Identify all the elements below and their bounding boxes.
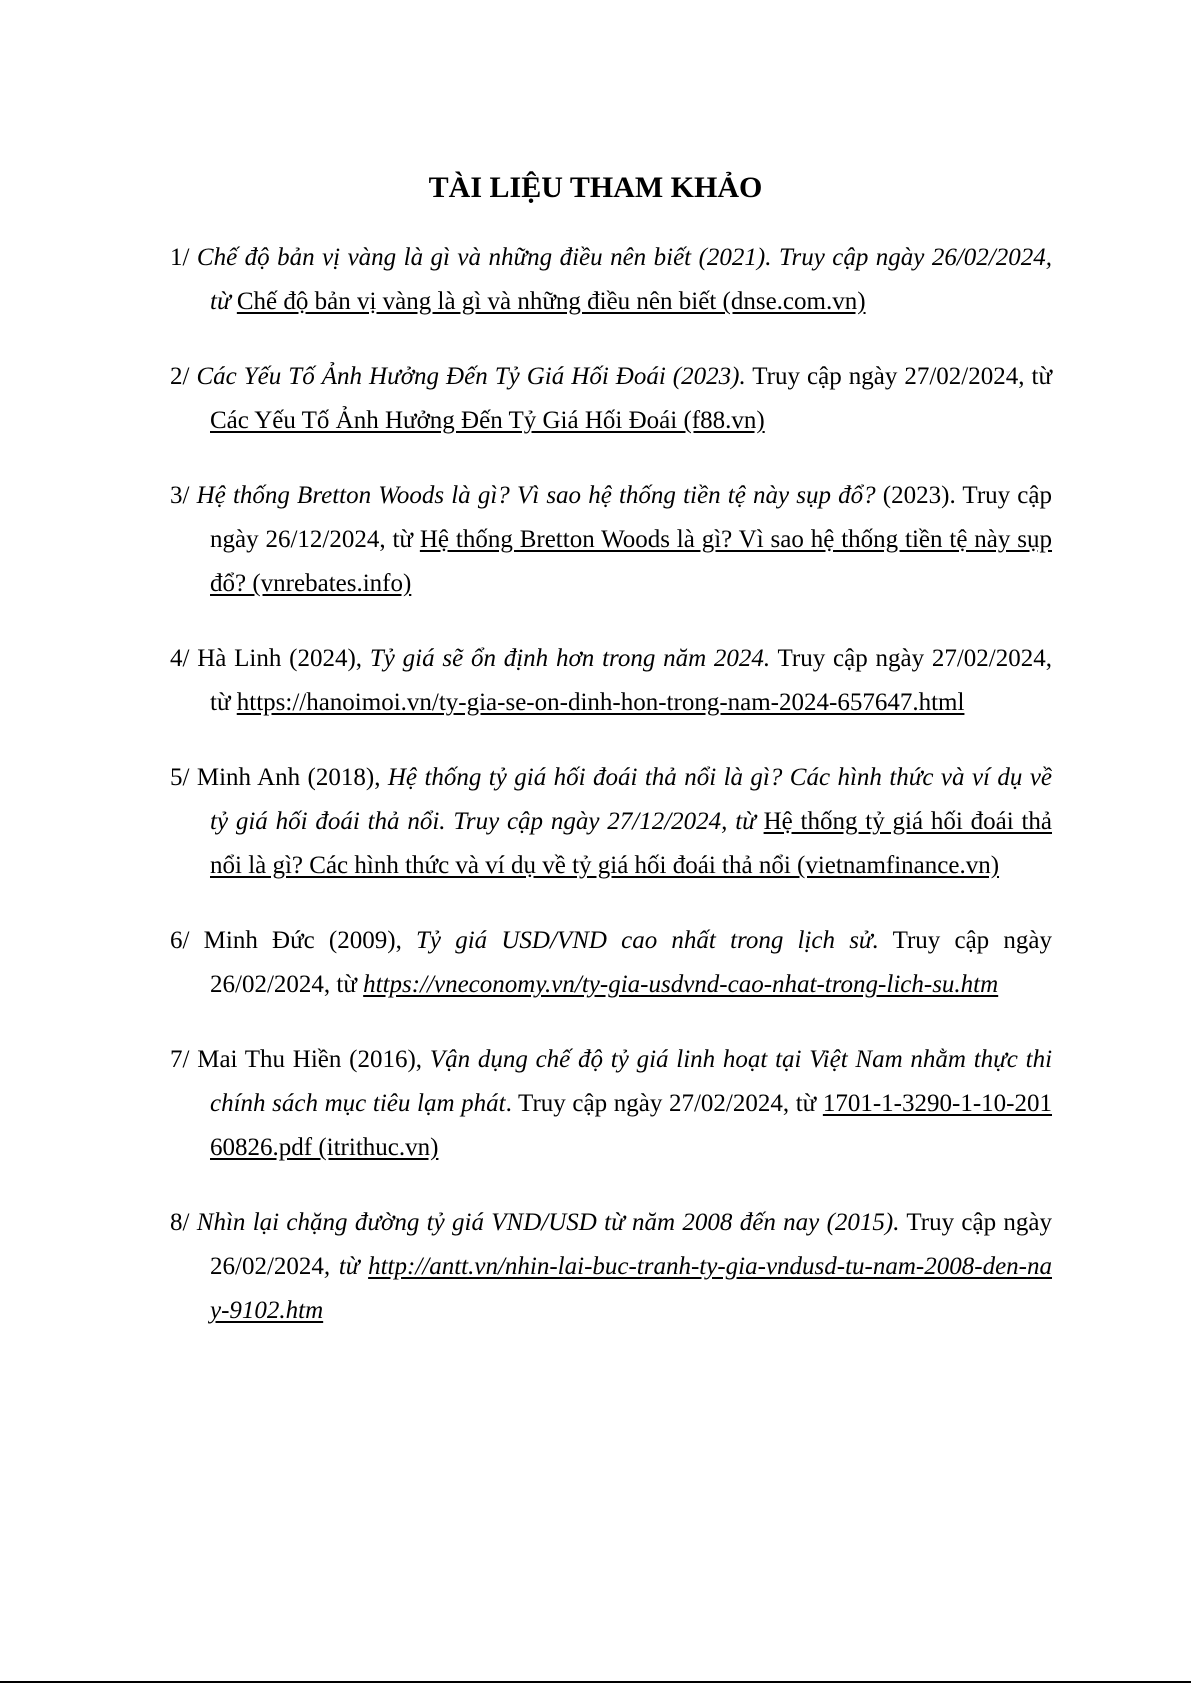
reference-number: 6/ (170, 927, 190, 954)
reference-number: 7/ (170, 1046, 190, 1073)
reference-number: 4/ (170, 645, 190, 672)
reference-text: . Truy cập ngày 27/02/2024, từ (505, 1090, 823, 1117)
reference-text: Truy cập ngày 26/02/2024, từ (210, 927, 1052, 998)
reference-text: Tỷ giá USD/VND cao nhất trong lịch sử. (416, 927, 879, 954)
reference-text (756, 808, 764, 835)
reference-text: Minh Đức (2009), (203, 927, 417, 954)
reference-text: Tỷ giá sẽ ổn định hơn trong năm 2024. (369, 645, 771, 672)
page-bottom-border (0, 1681, 1191, 1683)
reference-link[interactable]: https://vneconomy.vn/ty-gia-usdvnd-cao-nhat-trong-lich-su.htm (363, 971, 999, 998)
reference-item (170, 236, 1052, 324)
reference-link[interactable]: Chế độ bản vị vàng là gì và những điều nên biết (dnse.com.vn) (236, 288, 866, 315)
reference-item (170, 637, 1052, 725)
reference-text: Vận dụng chế độ tỷ giá linh hoạt tại Việt Nam nhằm thực thi chính sách mục tiêu lạm phát (210, 1046, 1053, 1117)
reference-text: Nhìn lại chặng đường tỷ giá VND/USD từ năm 2008 đến nay (2015). (196, 1209, 900, 1236)
reference-list (170, 236, 1052, 1364)
page-title: TÀI LIỆU THAM KHẢO (428, 171, 763, 204)
reference-text: , từ (323, 1253, 369, 1280)
reference-text: Truy cập ngày 26/02/2024 (210, 1209, 1052, 1280)
reference-number: 5/ (170, 764, 190, 791)
reference-text: Chế độ bản vị vàng là gì và những điều nên biết (2021). Truy cập ngày 26/02/2024, từ (196, 244, 1053, 315)
reference-item (170, 355, 1052, 443)
reference-text: Minh Anh (2018), (196, 764, 388, 791)
reference-link[interactable]: 1701-1-3290-1-10-20160826.pdf (itrithuc.vn) (210, 1090, 1052, 1161)
reference-text: Hệ thống tỷ giá hối đoái thả nổi là gì? Các hình thức và ví dụ về tỷ giá hối đoái thả nổi. Truy cập ngày 27/12/2024, từ (210, 764, 1053, 835)
reference-item (170, 919, 1052, 1007)
reference-text: (2023). Truy cập ngày 26/12/2024, từ (210, 482, 1053, 553)
reference-link[interactable]: http://antt.vn/nhin-lai-buc-tranh-ty-gia-vndusd-tu-nam-2008-den-nay-9102.htm (210, 1253, 1052, 1324)
reference-link[interactable]: Hệ thống Bretton Woods là gì? Vì sao hệ thống tiền tệ này sụp đổ? (vnrebates.info) (210, 526, 1053, 597)
reference-item (170, 474, 1052, 606)
reference-text: Hà Linh (2024), (197, 645, 370, 672)
reference-item (170, 1201, 1052, 1333)
reference-link[interactable]: https://hanoimoi.vn/ty-gia-se-on-dinh-hon-trong-nam-2024-657647.html (236, 689, 965, 716)
reference-text: Hệ thống Bretton Woods là gì? Vì sao hệ thống tiền tệ này sụp đổ? (196, 482, 876, 509)
reference-number: 3/ (170, 482, 190, 509)
reference-text: Truy cập ngày 27/02/2024, từ (745, 363, 1053, 390)
reference-text: Các Yếu Tố Ảnh Hưởng Đến Tỷ Giá Hối Đoái (2023). (196, 363, 746, 390)
reference-link[interactable]: Hệ thống tỷ giá hối đoái thả nổi là gì? Các hình thức và ví dụ về tỷ giá hối đoái thả nổi (vietnamfinance.vn) (210, 808, 1052, 879)
reference-number: 8/ (170, 1209, 190, 1236)
reference-text: Mai Thu Hiền (2016), (197, 1046, 430, 1073)
reference-item (170, 1038, 1052, 1170)
reference-item (170, 756, 1052, 888)
reference-link[interactable]: Các Yếu Tố Ảnh Hưởng Đến Tỷ Giá Hối Đoái (f88.vn) (210, 407, 765, 434)
reference-number: 1/ (170, 244, 190, 271)
reference-text: Truy cập ngày 27/02/2024, từ (210, 645, 1052, 716)
reference-number: 2/ (170, 363, 190, 390)
